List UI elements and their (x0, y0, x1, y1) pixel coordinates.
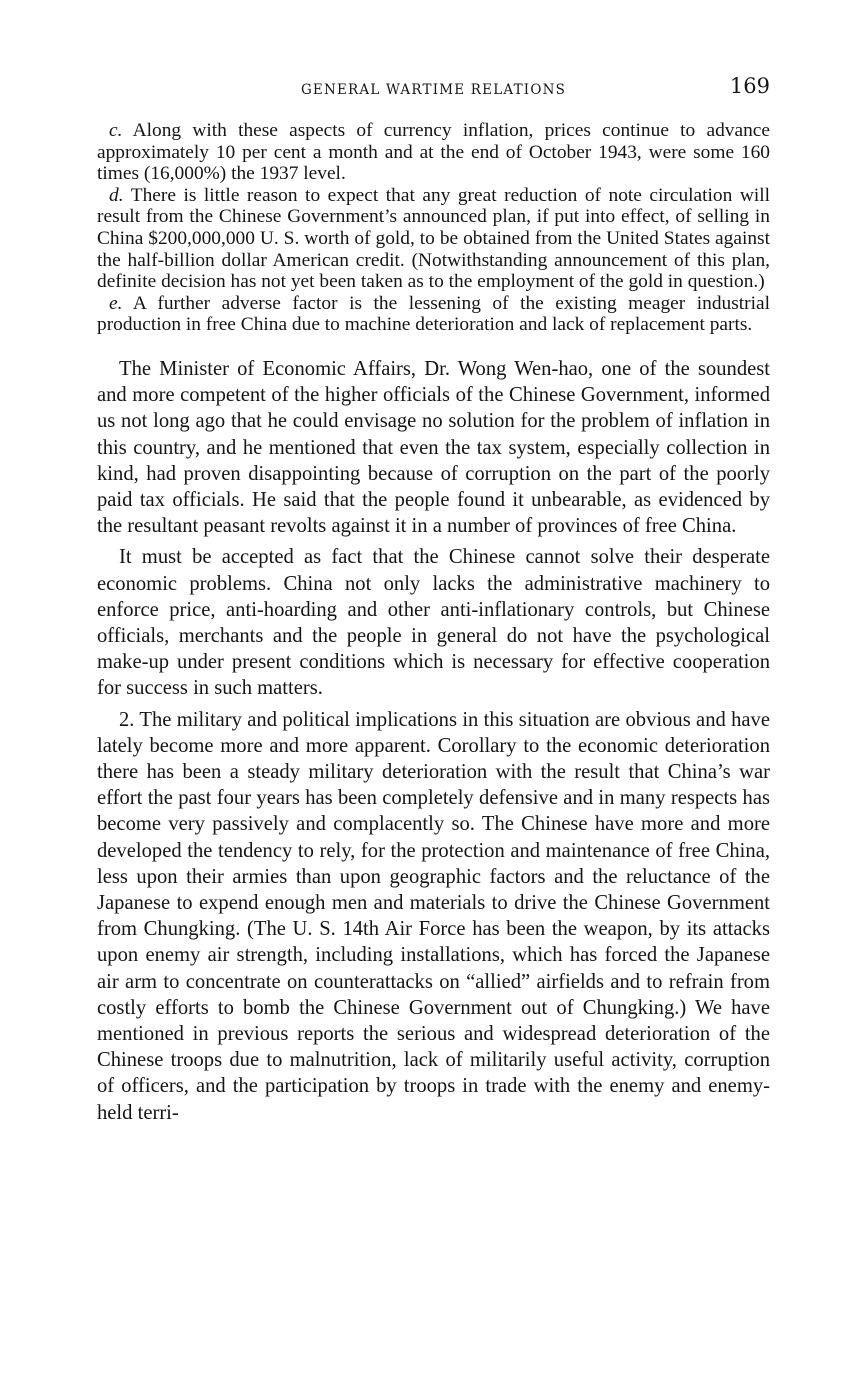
running-head: GENERAL WARTIME RELATIONS (300, 82, 567, 98)
item-letter: d. (109, 184, 124, 206)
item-d (97, 185, 770, 293)
item-text: Along with these aspects of currency inflation, prices continue to advance approximately 10 per cent a month and at the end of October 1943, were some 160 times (16,000%) the 1937 level. (97, 120, 770, 185)
paragraph-economic-problems: It must be accepted as fact that the Chinese cannot solve their desperate economic problems. China not only lacks the administrative machinery to enforce price, anti-hoarding and other anti-inflationary controls, but Chinese officials, merchants and the people in general do not have the psychological make-up under present conditions which is necessary for effective cooperation for success in such matters. (97, 546, 770, 700)
item-letter: e. (109, 292, 123, 314)
item-letter: c. (109, 120, 123, 141)
page-number: 169 (729, 74, 770, 98)
page-header (97, 72, 770, 106)
item-text: A further adverse factor is the lessening of the existing meager industrial production in free China due to machine deterioration and lack of replacement parts. (97, 292, 770, 336)
lettered-items (97, 120, 770, 336)
item-text: There is little reason to expect that any great reduction of note circulation will result from the Chinese Government’s announced plan, if put into effect, of selling in China $200,000,000 U. S. worth of gold, to be obtained from the United States against the half-billion dollar American credit. (Notwithstanding announcement of this plan, definite decision has not yet been taken as to the employment of the gold in question.) (97, 184, 770, 293)
paragraph-minister: The Minister of Economic Affairs, Dr. Wong Wen-hao, one of the soundest and more competent of the higher officials of the Chinese Government, informed us not long ago that he could envisage no solution for the problem of inflation in this country, and he mentioned that even the tax system, especially collection in kind, had proven disappointing because of corruption on the part of the poorly paid tax officials. He said that the people found it unbearable, as evidenced by the resultant peasant revolts against it in a number of provinces of free China. (97, 357, 770, 538)
document-page (97, 72, 770, 1126)
item-e (97, 293, 770, 336)
item-c (97, 120, 770, 185)
paragraph-military-implications: 2. The military and political implications in this situation are obvious and have lately become more and more apparent. Corollary to the economic deterioration there has been a steady military deterioration with the result that China’s war effort the past four years has been completely defensive and in many respects has become very passively and complacently so. The Chinese have more and more developed the tendency to rely, for the protection and maintenance of free China, less upon their armies than upon geographic factors and the reluctance of the Japanese to expend enough men and materials to drive the Chinese Government from Chungking. (The U. S. 14th Air Force has been the weapon, by its attacks upon enemy air strength, including installations, which has forced the Japanese air arm to concentrate on counterattacks on “allied” airfields and to refrain from costly efforts to bomb the Chinese Government out of Chungking.) We have mentioned in previous reports the serious and widespread deterioration of the Chinese troops due to malnutrition, lack of militarily useful activity, corruption of officers, and the participation by troops in trade with the enemy and enemy-held terri- (97, 708, 770, 1124)
